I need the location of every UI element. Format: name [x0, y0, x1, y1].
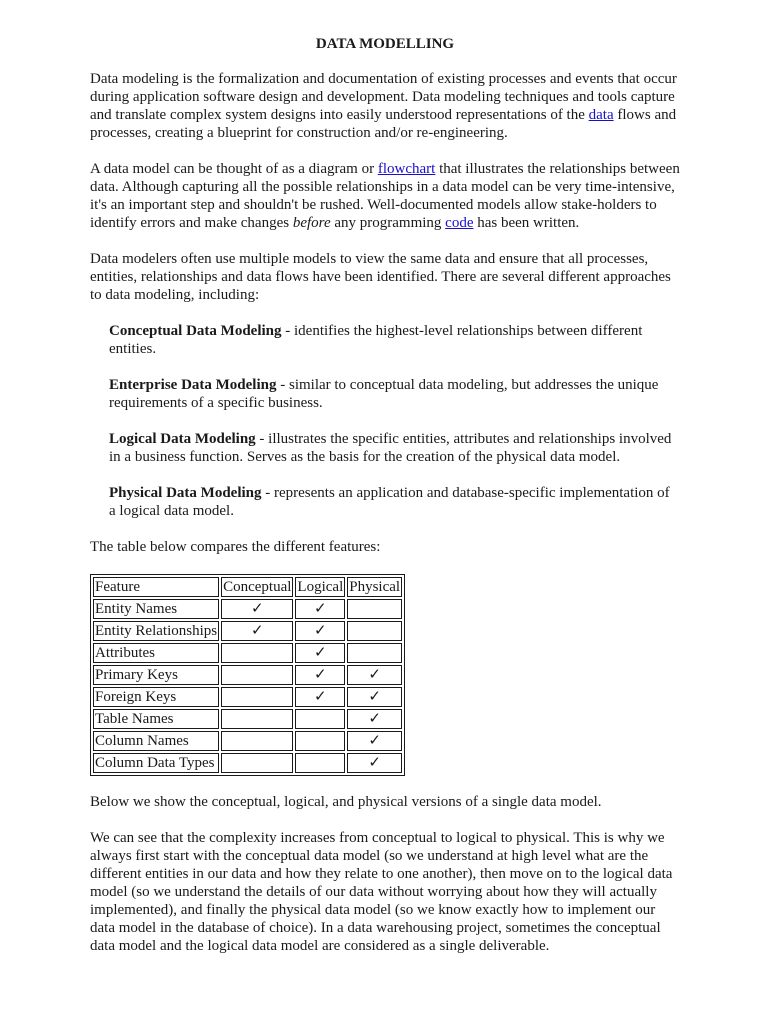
definition-desc: - represents an application and database-specific implementation of a logical data model. — [109, 485, 670, 519]
physical-check-cell: ✓ — [347, 753, 402, 773]
logical-check-cell — [295, 709, 345, 729]
definition-term: Physical Data Modeling — [109, 485, 262, 501]
feature-cell: Primary Keys — [93, 665, 219, 685]
approaches-paragraph: Data modelers often use multiple models to view the same data and ensure that all processes, entities, relationships and data flows have been identified. There are several different approaches to data modeling, including: — [90, 251, 671, 303]
conceptual-check-cell — [221, 709, 293, 729]
feature-cell: Column Names — [93, 731, 219, 751]
definition-enterprise — [109, 376, 680, 412]
definition-conceptual — [109, 322, 680, 358]
definition-desc: - identifies the highest-level relationships between different entities. — [109, 323, 643, 357]
flowchart-link[interactable]: flowchart — [377, 161, 436, 177]
data-link[interactable]: data — [588, 107, 614, 123]
feature-cell: Entity Names — [93, 599, 219, 619]
logical-check-cell: ✓ — [295, 687, 345, 707]
intro-text-before: Data modeling is the formalization and documentation of existing processes and events that occur during application software design and development. Data modeling techniques and tools capture and translate complex system designs into easily understood representations of the — [90, 71, 677, 123]
logical-check-cell: ✓ — [295, 621, 345, 641]
feature-cell: Attributes — [93, 643, 219, 663]
feature-cell: Table Names — [93, 709, 219, 729]
table-row — [93, 599, 402, 619]
code-link[interactable]: code — [445, 215, 474, 231]
feature-cell: Column Data Types — [93, 753, 219, 773]
feature-cell: Entity Relationships — [95, 623, 218, 639]
document-title: DATA MODELLING — [315, 36, 455, 52]
intro-text-after: flows and processes, creating a blueprint for construction and/or re-engineering. — [90, 107, 677, 141]
feature-cell: Foreign Keys — [93, 687, 219, 707]
conceptual-check-cell — [221, 643, 293, 663]
complexity-paragraph: We can see that the complexity increases from conceptual to logical to physical. This is why we always first start with the conceptual data model (so we understand at high level what are the different entities in our data and how they relate to one another), then move on to the logical data model (so we understand the details of our data without worrying about how they will actually implemented), and finally the physical data model (so we know exactly how to implement our data model in the database of choice). In a data warehousing project, sometimes the conceptual data model and the logical data model are considered as a single deliverable. — [90, 830, 673, 954]
physical-check-cell — [347, 621, 402, 641]
document-body — [90, 35, 680, 973]
definition-desc: - illustrates the specific entities, attributes and relationships involved in a business function. Serves as the basis for the creation of the physical data model. — [109, 431, 672, 465]
logical-check-cell: ✓ — [295, 665, 345, 685]
physical-check-cell: ✓ — [347, 665, 402, 685]
versions-paragraph: Below we show the conceptual, logical, and physical versions of a single data model. — [90, 794, 602, 810]
table-row — [93, 753, 402, 773]
logical-check-cell — [295, 753, 345, 773]
diagram-text-middle: that illustrates the relationships between data. Although capturing all the possible relationships in a data model can be very time-intensive, it's an important step and shouldn't be rushed. Well-documented models allow stake-holders to identify errors and make changes — [90, 161, 680, 231]
table-row — [93, 621, 402, 641]
conceptual-check-cell: ✓ — [221, 599, 293, 619]
diagram-paragraph — [90, 160, 680, 232]
table-row — [93, 665, 402, 685]
header-feature: Feature — [93, 577, 219, 597]
physical-check-cell — [347, 599, 402, 619]
table-row — [93, 731, 402, 751]
table-row — [93, 709, 402, 729]
table-row — [93, 687, 402, 707]
logical-check-cell: ✓ — [295, 599, 345, 619]
definition-desc: - similar to conceptual data modeling, but addresses the unique requirements of a specific business. — [109, 377, 659, 411]
definition-physical — [109, 484, 680, 520]
table-header-row — [93, 577, 402, 597]
physical-check-cell — [347, 643, 402, 663]
before-emphasis: before — [292, 215, 331, 231]
definition-term: Conceptual Data Modeling — [109, 323, 282, 339]
diagram-text-middle2: any programming — [330, 215, 446, 231]
conceptual-check-cell — [221, 753, 293, 773]
definition-term: Logical Data Modeling — [109, 431, 256, 447]
header-logical: Logical — [297, 579, 344, 595]
intro-paragraph — [90, 70, 680, 142]
conceptual-check-cell — [221, 731, 293, 751]
table-row — [93, 643, 402, 663]
conceptual-check-cell: ✓ — [221, 621, 293, 641]
diagram-text-after: has been written. — [473, 215, 580, 231]
table-intro: The table below compares the different features: — [90, 539, 381, 555]
logical-check-cell: ✓ — [295, 643, 345, 663]
features-table — [90, 574, 405, 776]
conceptual-check-cell — [221, 665, 293, 685]
conceptual-check-cell — [221, 687, 293, 707]
logical-check-cell — [295, 731, 345, 751]
physical-check-cell: ✓ — [347, 687, 402, 707]
physical-check-cell: ✓ — [347, 709, 402, 729]
diagram-text-before: A data model can be thought of as a diagram or — [90, 161, 378, 177]
physical-check-cell: ✓ — [347, 731, 402, 751]
header-conceptual: Conceptual — [223, 579, 292, 595]
definition-term: Enterprise Data Modeling — [109, 377, 277, 393]
definition-logical — [109, 430, 680, 466]
header-physical: Physical — [349, 579, 401, 595]
